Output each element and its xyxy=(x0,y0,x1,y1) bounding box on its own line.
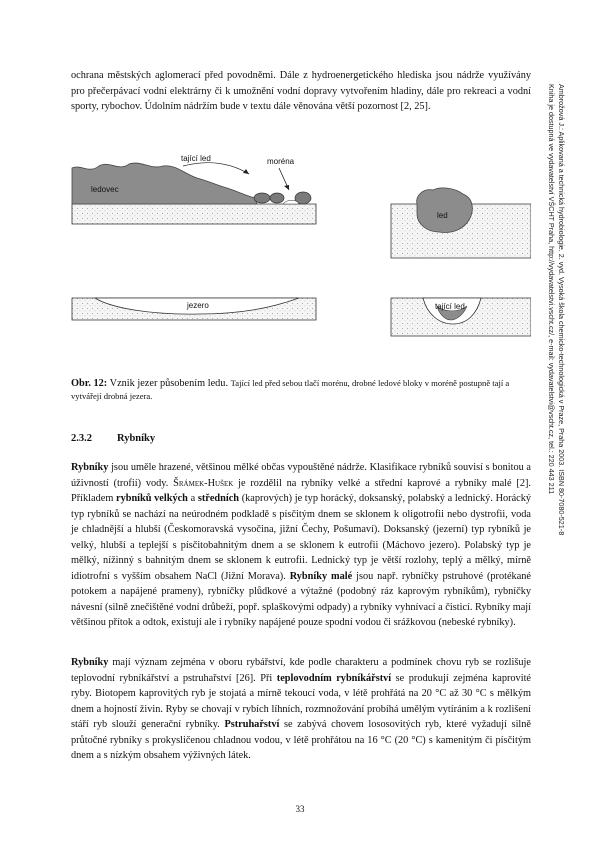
label-morena: moréna xyxy=(267,157,295,166)
label-tajici-led-bottom: tající led xyxy=(435,302,465,311)
text-run: (kaprových) je typ horácký, doksanský, polabský a lednický. Horácký typ rybníků se nachází na neúrodném podkladě s písčitým dnem se sklonem k oligotrofii nebo dystrofii, voda je chladnější a hlubší (Českomoravská vysočina, jižní Čechy, Pošumaví). Doksanský (jezerní) typ rybníků je velký, hlubší a teplejší s písčitobahnitým dnem a se sklonem k eutrofii (Máchovo jezero). Polabský typ je mělký, nížinný s bahnitým dnem se sklonem k eutrofii. Lednický typ je větší rozlohy, teplý a mělký, mírně idiotrofní s vyšším obsahem NaCl (Jižní Morava). xyxy=(71,493,532,582)
arrow-tajici-led xyxy=(183,163,249,174)
text-run: a xyxy=(187,493,198,504)
term-rybniky-velke: rybníků velkých xyxy=(116,493,188,504)
glacier-panel xyxy=(72,154,316,224)
melting-ice-panel xyxy=(391,298,531,336)
figure-caption xyxy=(71,377,531,403)
caption-title: Vznik jezer působením ledu. xyxy=(109,378,229,389)
rybniky-paragraph-1 xyxy=(71,460,531,631)
author-name: Šrámek-Hušek xyxy=(173,477,234,489)
text-run: jsou uměle hrazené, většinou mělké občas vypouštěné nádrže. Klasifikace rybníků souvisí s bonitou a úživností (trofií) vody. xyxy=(71,462,531,489)
citation-line: Ambrožová J.: Aplikovaná a technická hydrobiologie. 2. vyd. Vysoká škola chemicko-technologická v Praze, Praha 2003. ISBN 80-7080-521-8 xyxy=(557,84,566,536)
text-run: se produkují zejména kaprovité ryby. Biotopem kaprovitých ryb je stojatá a mírně tekoucí voda, v létě prohřátá na 20 °C až 30 °C s mělkým dnem a hojností živin. Ryby se chovají v rybích líhních, rozmnožování probíhá umělým vytíráním a k rozlišení stáří ryb slouží generační rybníky. xyxy=(71,672,531,730)
label-tajici-led-top: tající led xyxy=(181,154,211,163)
moraine-block xyxy=(254,193,270,203)
citation-sidebar xyxy=(546,84,566,604)
availability-line: Kniha je dostupná ve vydavatelství VŠCHT Praha, http://vydavatelstvi.vscht.cz/, e-mail: vydavatelstvi@vscht.cz, tel.: 220 443 211 xyxy=(547,84,556,495)
moraine-block xyxy=(270,193,284,203)
caption-text: Tající led před sebou tlačí morénu, drobné ledové bloky v moréně postupně tají a vytvářejí drobná jezera. xyxy=(71,378,510,401)
caption-label: Obr. 12: xyxy=(71,378,108,389)
term-rybniky: Rybníky xyxy=(71,657,109,668)
term-teplovodni-rybnikarstvi: teplovodním rybníkářství xyxy=(276,672,392,684)
term-pstruharstvi: Pstruhařství xyxy=(224,719,280,730)
text-run: je rozdělil na rybníky velké a střední kaprové a rybníky malé [2]. Příkladem xyxy=(71,477,531,504)
rybniky-paragraph-2 xyxy=(71,655,531,764)
ground-top-left xyxy=(72,204,316,224)
glacier-shape xyxy=(72,163,257,204)
term-rybniky-male: Rybníky malé xyxy=(289,570,353,582)
arrow-morena-head xyxy=(284,185,289,190)
section-heading xyxy=(71,433,155,444)
text-run: jsou např. rybníčky pstruhové (protékané potokem a napájené prameny), rybníčky plůdkové a výtažné (podobný ráz kaprovým rybníkům), rybníčky návesní (silně znečištěné vodní drůbeží, popř. splaškovými odpady) a rybníky vyhnívací a čisticí. Rybníky mají většinou přítok a odtok, existují ale i rybníky napájené pouze spodní vodou či srážkovou (nebeské rybníky). xyxy=(71,570,531,628)
label-ledovec: ledovec xyxy=(91,185,119,194)
term-rybniky: Rybníky xyxy=(71,462,109,473)
text-run: se zabývá chovem lososovitých ryb, které vyžadují silně průtočné rybníky s prokysličenou chladnou vodou, v létě prohřátou na 16 °C (20 °C) s kamenitým či písčitým dnem a s nízkým obsahem výživných látek. xyxy=(71,719,532,761)
lake-panel xyxy=(72,298,316,320)
term-stredni: středních xyxy=(197,493,240,504)
label-jezero: jezero xyxy=(187,301,209,310)
section-title: Rybníky xyxy=(117,433,156,444)
page-number: 33 xyxy=(295,804,305,814)
text-run: mají význam zejména v oboru rybářství, kde podle charakteru a podmínek chovu ryb se rozlišuje teplovodní rybníkářství a pstruhařství [26]. Při xyxy=(71,657,531,684)
ice-block-panel xyxy=(391,188,531,258)
label-led: led xyxy=(437,211,448,220)
intro-paragraph: ochrana městských aglomerací před povodněmi. Dále z hydroenergetického hlediska jsou nádrže využívány pro přečerpávací vodní elektrárny či k umožnění vodní dopravy vytvořením hladiny, dále pro rekreaci a vodní sporty, rybochov. Údolním nádržím bude v textu dále věnována větší pozornost [2, 25]. xyxy=(71,70,531,112)
lake-formation-figure xyxy=(71,152,531,342)
section-number: 2.3.2 xyxy=(71,433,92,444)
